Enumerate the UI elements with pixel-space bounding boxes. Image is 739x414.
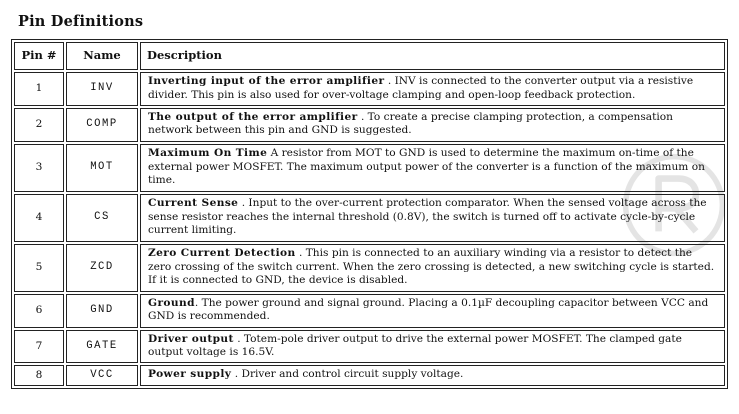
pin-number: 1 [14, 72, 64, 106]
pin-name: ZCD [66, 244, 138, 292]
pin-description [140, 294, 725, 328]
description-term: Maximum On Time [148, 147, 268, 160]
description-term: Ground [148, 296, 195, 309]
pin-name: VCC [66, 365, 138, 385]
pin-number: 3 [14, 144, 64, 192]
column-header-name: Name [66, 42, 138, 70]
description-term: Inverting input of the error amplifier [148, 75, 385, 88]
table-row [14, 194, 725, 242]
pin-number: 8 [14, 365, 64, 385]
table-row [14, 108, 725, 142]
table-row [14, 244, 725, 292]
pin-name: CS [66, 194, 138, 242]
pin-number: 6 [14, 294, 64, 328]
description-term: Power supply [148, 368, 232, 381]
table-header-row [14, 42, 725, 70]
column-header-description: Description [140, 42, 725, 70]
pin-definitions-table [11, 39, 728, 389]
pin-name: MOT [66, 144, 138, 192]
column-header-pin: Pin # [14, 42, 64, 70]
table-row [14, 144, 725, 192]
pin-name: GATE [66, 330, 138, 364]
description-term: Current Sense [148, 197, 239, 210]
table-row [14, 294, 725, 328]
description-text: . INV is connected to the converter output via a resistive divider. This pin is also used for over-voltage clamping and open-loop feedback protection. [148, 75, 694, 101]
description-term: Zero Current Detection [148, 247, 296, 260]
description-text: . Input to the over-current protection comparator. When the sensed voltage across the sense resistor reaches the internal threshold (0.8V), the switch is turned off to activate cycle-by-cycle current limiting. [148, 197, 707, 237]
description-text: . Driver and control circuit supply voltage. [231, 368, 464, 381]
pin-description [140, 144, 725, 192]
pin-number: 7 [14, 330, 64, 364]
table-row [14, 365, 725, 385]
pin-number: 5 [14, 244, 64, 292]
pin-description [140, 72, 725, 106]
description-text: . To create a precise clamping protection, a compensation network between this pin and GND is suggested. [148, 111, 673, 137]
pin-description [140, 330, 725, 364]
pin-description [140, 108, 725, 142]
pin-name: INV [66, 72, 138, 106]
pin-number: 4 [14, 194, 64, 242]
pin-description [140, 194, 725, 242]
table-row [14, 72, 725, 106]
description-text: A resistor from MOT to GND is used to determine the maximum on-time of the external power MOSFET. The maximum output power of the converter is a function of the maximum on time. [148, 147, 705, 187]
pin-name: GND [66, 294, 138, 328]
table-row [14, 330, 725, 364]
pin-description [140, 365, 725, 385]
pin-name: COMP [66, 108, 138, 142]
pin-number: 2 [14, 108, 64, 142]
pin-description [140, 244, 725, 292]
description-term: Driver output [148, 332, 234, 345]
description-text: . The power ground and signal ground. Placing a 0.1µF decoupling capacitor between VCC and GND is recommended. [148, 296, 709, 323]
description-text: . This pin is connected to an auxiliary winding via a resistor to detect the zero crossing of the switch current. When the zero crossing is detected, a new switching cycle is started. If it is connected to GND, the device is disabled. [148, 247, 715, 287]
description-term: The output of the error amplifier [148, 111, 358, 123]
section-title: Pin Definitions [18, 13, 144, 30]
description-text: . Totem-pole driver output to drive the external power MOSFET. The clamped gate output voltage is 16.5V. [148, 332, 682, 359]
